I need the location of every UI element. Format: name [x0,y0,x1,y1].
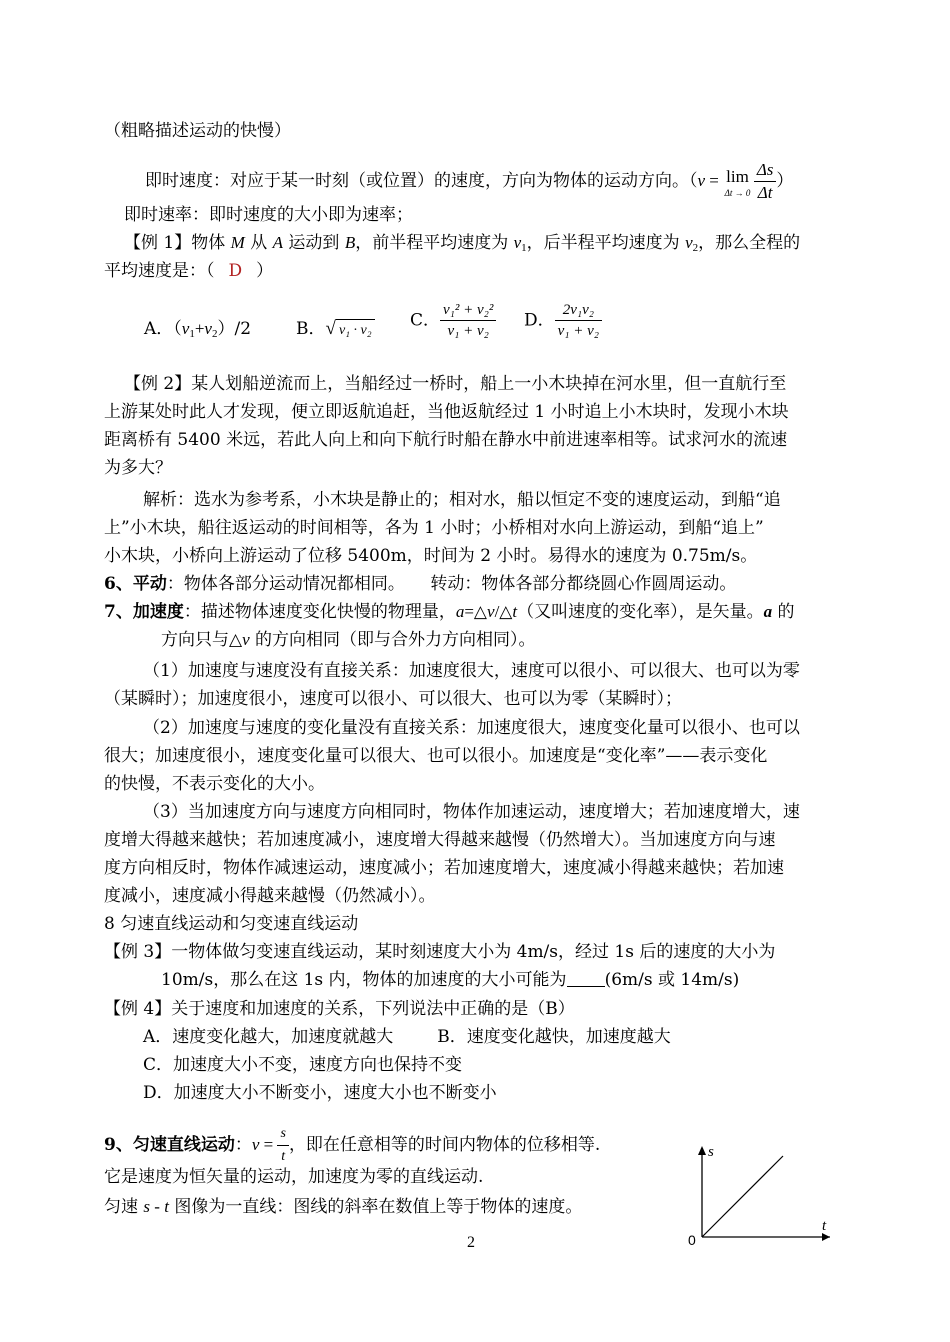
section-8-heading: 8 匀速直线运动和匀变速直线运动 [104,914,359,934]
text-line: 【例 2】某人划船逆流而上，当船经过一桥时，船上一小木块掉在河水里，但一直航行至 [124,374,787,394]
text-line: 上游某处时此人才发现，便立即返航追赶，当他返航经过 1 小时追上小木块时，发现小木块 [104,402,789,422]
option-a: A．$(v_1+v_2)/2$ [144,319,252,340]
text-line: （3）当加速度方向与速度方向相同时，物体作加速运动，速度增大；若加速度增大，速 [143,802,800,822]
section-heading: 7、加速度 [104,602,184,622]
option-d: D． $\frac{\text{2v₁v₂}}{\text{v₁ + v₂}}$ [524,300,602,341]
option-c-fraction: $\frac{\text{v₁² + v₂²}}{\text{v₁ + v₂}}$ [440,300,496,341]
option-line: D．加速度大小不断变小，速度大小也不断变小 [143,1083,497,1103]
text-line: 10m/s，那么在这 1s 内，物体的加速度的大小可能为 (6m/s 或 14m/s) [161,970,740,990]
section-heading: 9、匀速直线运动 [104,1135,235,1155]
velocity-fraction: $\frac{s}{t}$ [277,1123,288,1168]
section-6-line: 6、平动：物体各部分运动情况都相同。 转动：物体各部分都绕圆心作圆周运动。 [104,574,737,594]
text-line: 很大；加速度很小，速度变化量可以很大、也可以很小。加速度是“变化率”——表示变化 [104,746,768,766]
text-line: 解析：选水为参考系，小木块是静止的；相对水，船以恒定不变的速度运动，到船“追 [143,490,781,510]
text-line: 距离桥有 5400 米远，若此人向上和向下航行时船在静水中前进速率相等。试求河水的流速 [104,430,788,450]
text-line: 方向只与△v 的方向相同（即与合外力方向相同）。 [161,630,536,650]
option-d-fraction: $\frac{\text{2v₁v₂}}{\text{v₁ + v₂}}$ [555,300,602,341]
text-line: 即时速率：即时速度的大小即为速率； [124,205,413,225]
text-line: 度减小，速度减小得越来越慢（仍然减小）。 [104,886,436,906]
sqrt-formula: √ v₁ · v₂ [326,318,375,342]
y-axis-label: s [708,1144,714,1160]
text-line: 为多大？ [104,458,172,478]
x-axis-arrow [822,1233,830,1241]
example-1-line: 【例 1】物体 M 从 A 运动到 B，前半程平均速度为 $v_1$，后半程平均速度为 $v_2$，那么全程的 [124,233,801,254]
text-line: 度方向相反时，物体作减速运动，速度减小；若加速度增大，速度减小得越来越快；若加速 [104,858,784,878]
text-line: 小木块，小桥向上游运动了位移 5400m，时间为 2 小时。易得水的速度为 0.75m/s。 [104,546,758,566]
section-9-line: 9、匀速直线运动：v = $\frac{s}{t}$ ，即在任意相等的时间内物体的位移相等. [104,1123,600,1168]
text-line: （1）加速度与速度没有直接关系：加速度很大，速度可以很小、可以很大、也可以为零 [143,661,800,681]
text-line: 【例 4】关于速度和加速度的关系，下列说法中正确的是（B） [104,999,575,1019]
text-line: 【例 3】一物体做匀变速直线运动，某时刻速度大小为 4m/s，经过 1s 后的速度的大小为 [104,942,776,962]
section-heading: 6、平动 [104,574,167,594]
instant-velocity-line: 即时速度：对应于某一时刻（或位置）的速度，方向为物体的运动方向。（v = lim Δt → 0 $\frac{\Delta s}{\Delta t}$ ） [145,160,794,202]
text-line: 上”小木块，船往返运动的时间相等，各为 1 小时；小桥相对水向上游运动，到船“追上” [104,518,764,538]
example-1-question: 平均速度是：（ D ） [104,261,274,281]
y-axis-arrow [698,1146,706,1155]
blank-underline [567,969,605,987]
option-c: C． $\frac{\text{v₁² + v₂²}}{\text{v₁ + v₂}}$ [410,300,496,341]
origin-label: 0 [688,1232,696,1248]
formula-limit-fraction: $\frac{\Delta s}{\Delta t}$ [754,159,777,204]
text-line: 的快慢，不表示变化的大小。 [104,774,325,794]
text-line: 匀速 s - t 图像为一直线：图线的斜率在数值上等于物体的速度。 [104,1197,583,1217]
x-axis-label: t [822,1218,827,1234]
page-number: 2 [467,1234,475,1251]
text-line: （某瞬时）；加速度很小，速度可以很小、可以很大、也可以为零（某瞬时）； [104,689,682,709]
text-line: （2）加速度与速度的变化量没有直接关系：加速度很大，速度变化量可以很小、也可以 [143,718,800,738]
text-line: 它是速度为恒矢量的运动，加速度为零的直线运动. [104,1167,484,1187]
option-line: A．速度变化越大，加速度就越大 B．速度变化越快，加速度越大 [143,1027,671,1047]
option-b: B．√ v₁ · v₂ [296,318,375,342]
graph-line [702,1156,783,1237]
text-line: 度增大得越来越快；若加速度减小，速度增大得越来越慢（仍然增大）。当加速度方向与速 [104,830,776,850]
answer-text: D [228,261,243,281]
text-line: （粗略描述运动的快慢） [104,121,291,141]
s-t-graph [680,1140,840,1252]
section-7-line: 7、加速度：描述物体速度变化快慢的物理量，a=△v/△t（又叫速度的变化率），是矢量。a 的 [104,602,795,622]
option-line: C．加速度大小不变，速度方向也保持不变 [143,1055,463,1075]
